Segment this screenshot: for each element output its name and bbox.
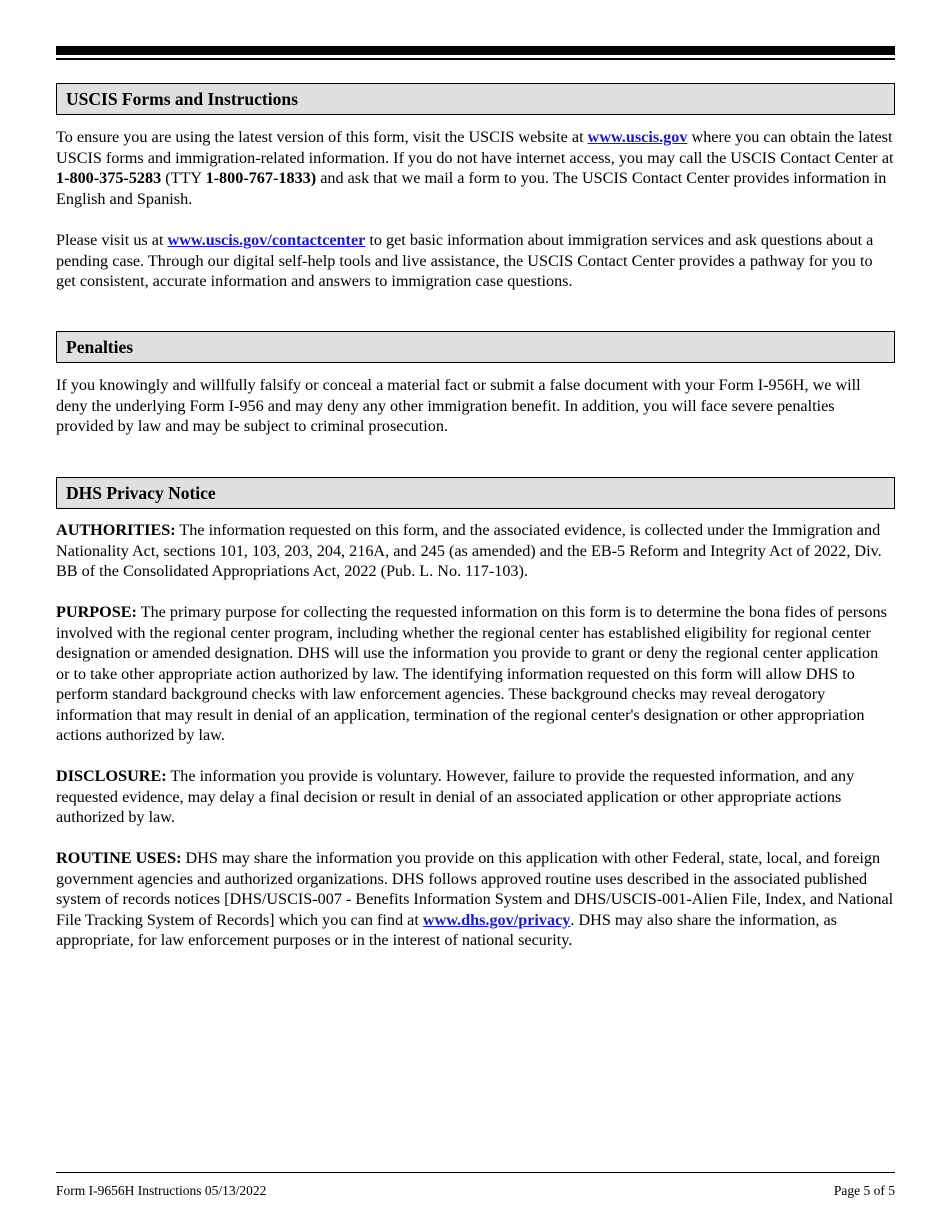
section-header-penalties: [56, 331, 895, 363]
section-title-forms: USCIS Forms and Instructions: [66, 89, 298, 109]
purpose-paragraph: PURPOSE: The primary purpose for collecting the requested information on this form is to determine the bona fides of persons involved with the regional center program, including whether the regional center has established eligibility for regional center designation or amended designation. DHS will use the information you provide to grant or deny the regional center application or to take other appropriate action authorized by law. The identifying information requested on this form will allow DHS to perform standard background checks with law enforcement agencies. These background checks may reveal derogatory information that may result in denial of an application, termination of the regional center's designation or other appropriation actions authorized by law.: [56, 603, 887, 744]
header-rule-thin: [56, 58, 895, 60]
disclosure-paragraph: DISCLOSURE: The information you provide is voluntary. However, failure to provide the requested information, and any requested evidence, may delay a final decision or result in denial of an associated application or other appropriate actions authorized by law.: [56, 767, 855, 826]
section-title-privacy: DHS Privacy Notice: [66, 483, 216, 503]
contact-center-link[interactable]: www.uscis.gov/contactcenter: [167, 231, 366, 249]
header-rule-thick: [56, 46, 895, 55]
dhs-privacy-link[interactable]: www.dhs.gov/privacy: [422, 910, 571, 929]
footer-page-number: Page 5 of 5: [833, 1183, 895, 1198]
authorities-paragraph: AUTHORITIES: The information requested on this form, and the associated evidence, is collected under the Immigration and Nationality Act, sections 101, 103, 203, 204, 216A, and 245 (as amended) and the EB-5 Reform and Integrity Act of 2022, Div. BB of the Consolidated Appropriations Act, 2022 (Pub. L. No. 117-103).: [56, 521, 882, 580]
tty-phone: 1-800-767-1833): [205, 169, 317, 187]
penalties-paragraph: If you knowingly and willfully falsify or conceal a material fact or submit a false document with your Form I-956H, we will deny the underlying Form I-956 and may deny any other immigration benefit. In addition, you will face severe penalties provided by law and may be subject to criminal prosecution.: [56, 376, 861, 435]
footer-rule: [56, 1172, 895, 1173]
forms-paragraph-2: Please visit us at www.uscis.gov/contactcenter to get basic information about immigration services and ask questions about a pending case. Through our digital self-help tools and live assistance, the USCIS Contact Center provides a pathway for you to get consistent, accurate information and answers to immigration case questions.: [56, 231, 874, 290]
section-title-penalties: Penalties: [66, 337, 134, 357]
uscis-website-link[interactable]: www.uscis.gov: [587, 128, 688, 146]
forms-paragraph-1: To ensure you are using the latest version of this form, visit the USCIS website at www.uscis.gov where you can obtain the latest USCIS forms and immigration-related information. If you do not have internet access, you may call the USCIS Contact Center at 1-800-375-5283 (TTY 1-800-767-1833) and ask that we mail a form to you. The USCIS Contact Center provides information in English and Spanish.: [56, 128, 894, 208]
routine-uses-paragraph: ROUTINE USES: DHS may share the information you provide on this application with other Federal, state, local, and foreign government agencies and authorized organizations. DHS follows approved routine uses described in the associated published system of records notices [DHS/USCIS-007 - Benefits Information System and DHS/USCIS-001-Alien File, Index, and National File Tracking System of Records] which you can find at www.dhs.gov/privacy. DHS may also share the information, as appropriate, for law enforcement purposes or in the interest of national security.: [56, 849, 894, 949]
footer-form-info: Form I-9656H Instructions 05/13/2022: [56, 1183, 267, 1198]
section-header-forms: [56, 83, 895, 115]
contact-center-phone: 1-800-375-5283: [56, 169, 162, 187]
section-header-privacy: [56, 477, 895, 509]
